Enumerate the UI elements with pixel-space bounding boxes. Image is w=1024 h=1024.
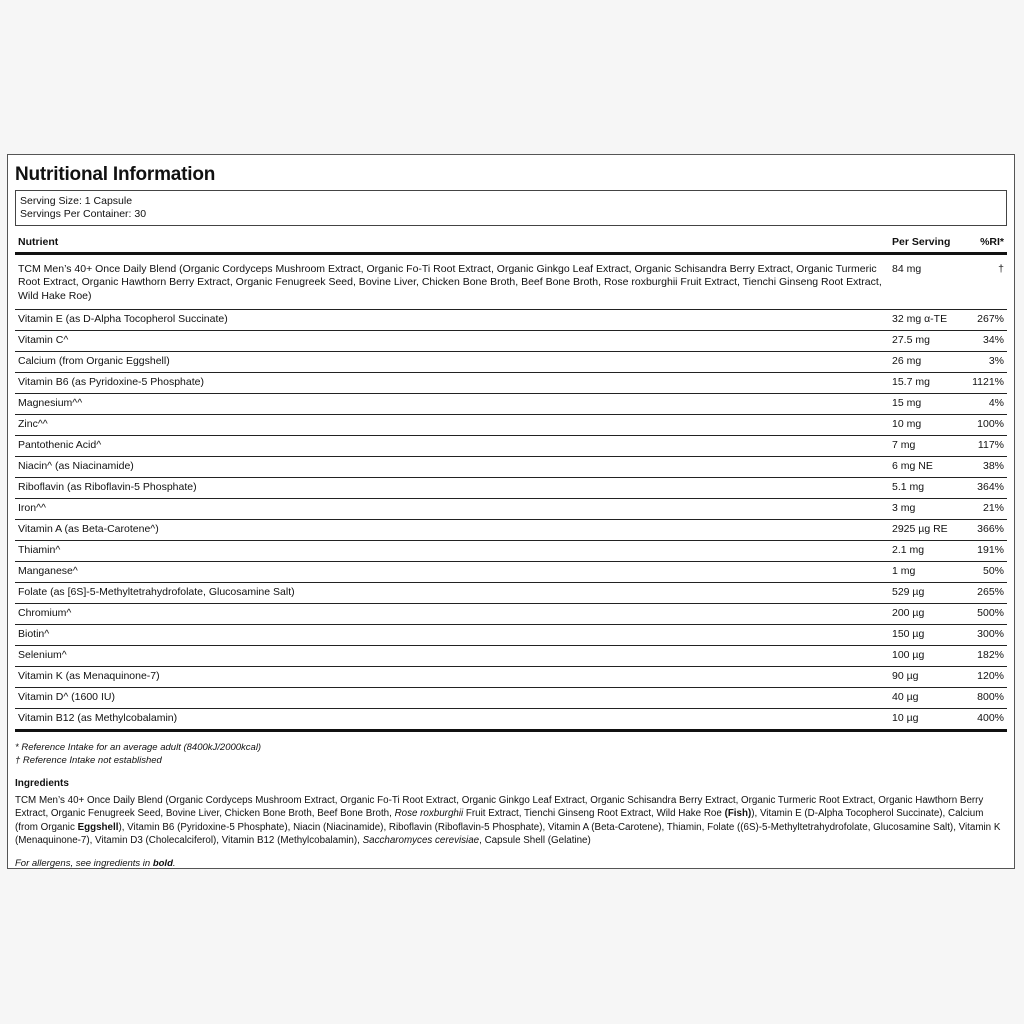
ri-value: 117% (965, 435, 1007, 456)
ri-value: 38% (965, 456, 1007, 477)
per-serving-value: 529 µg (889, 582, 965, 603)
ri-value: 366% (965, 519, 1007, 540)
ingredients-segment: ), Vitamin E (D-Alpha Tocopherol Succinate), Calcium (from Organic (15, 808, 984, 833)
per-serving-value: 3 mg (889, 498, 965, 519)
serving-size: Serving Size: 1 Capsule (20, 195, 133, 207)
table-row (15, 561, 1007, 582)
allergen-note-bold: bold (152, 857, 173, 869)
per-serving-value: 27.5 mg (889, 330, 965, 351)
ingredients-segment: Eggshell (77, 821, 119, 833)
table-row (15, 309, 1007, 330)
table-row (15, 435, 1007, 456)
ri-value: 1121% (965, 372, 1007, 393)
nutrition-table (15, 232, 1007, 732)
per-serving-value: 90 µg (889, 666, 965, 687)
table-row (15, 254, 1007, 310)
ri-value: 21% (965, 498, 1007, 519)
nutrient-name: Vitamin A (as Beta-Carotene^) (15, 519, 889, 540)
per-serving-value: 2.1 mg (889, 540, 965, 561)
nutrient-name: Selenium^ (15, 645, 889, 666)
nutrient-name: Riboflavin (as Riboflavin-5 Phosphate) (15, 477, 889, 498)
table-row (15, 414, 1007, 435)
ri-value: 400% (965, 708, 1007, 730)
ri-value: 50% (965, 561, 1007, 582)
table-row (15, 477, 1007, 498)
table-row (15, 393, 1007, 414)
per-serving-value: 10 µg (889, 708, 965, 730)
per-serving-value: 150 µg (889, 624, 965, 645)
per-serving-value: 84 mg (889, 254, 965, 310)
per-serving-value: 10 mg (889, 414, 965, 435)
ri-value: 182% (965, 645, 1007, 666)
nutrient-name: Folate (as [6S]-5-Methyltetrahydrofolate, Glucosamine Salt) (15, 582, 889, 603)
table-row (15, 372, 1007, 393)
nutrient-name: Vitamin D^ (1600 IU) (15, 687, 889, 708)
ri-value: 120% (965, 666, 1007, 687)
nutrient-name: TCM Men’s 40+ Once Daily Blend (Organic Cordyceps Mushroom Extract, Organic Fo-Ti Root Extract, Organic Ginkgo Leaf Extract, Organic Schisandra Berry Extract, Organic Turmeric Root Extract, Organic Hawthorn Berry Extract, Organic Fenugreek Seed, Bovine Liver, Chicken Bone Broth, Beef Bone Broth, Rose roxburghii Fruit Extract, Tienchi Ginseng Root Extract, Wild Hake Roe) (15, 254, 889, 310)
table-row (15, 330, 1007, 351)
ri-value: 300% (965, 624, 1007, 645)
per-serving-value: 1 mg (889, 561, 965, 582)
ri-value: 3% (965, 351, 1007, 372)
table-row (15, 666, 1007, 687)
header-nutrient: Nutrient (15, 232, 889, 254)
footnote-reference-intake: * Reference Intake for an average adult (8400kJ/2000kcal) (15, 741, 262, 753)
per-serving-value: 100 µg (889, 645, 965, 666)
ri-value: 364% (965, 477, 1007, 498)
nutrient-name: Biotin^ (15, 624, 889, 645)
nutrient-name: Pantothenic Acid^ (15, 435, 889, 456)
nutrient-name: Vitamin B12 (as Methylcobalamin) (15, 708, 889, 730)
per-serving-value: 200 µg (889, 603, 965, 624)
ingredients-segment: Saccharomyces cerevisiae (362, 835, 480, 847)
per-serving-value: 32 mg α-TE (889, 309, 965, 330)
footnote-not-established: † Reference Intake not established (15, 754, 162, 766)
ri-value: 100% (965, 414, 1007, 435)
table-body (15, 254, 1007, 731)
table-row (15, 540, 1007, 561)
nutrient-name: Niacin^ (as Niacinamide) (15, 456, 889, 477)
table-row (15, 645, 1007, 666)
table-header-row (15, 232, 1007, 254)
table-row (15, 456, 1007, 477)
table-row (15, 351, 1007, 372)
table-row (15, 624, 1007, 645)
ingredients-segment: Rose roxburghii (394, 808, 464, 820)
ri-value: † (965, 254, 1007, 310)
per-serving-value: 26 mg (889, 351, 965, 372)
servings-per-container: Servings Per Container: 30 (20, 208, 147, 220)
ingredients-segment: (Fish) (724, 808, 752, 820)
per-serving-value: 6 mg NE (889, 456, 965, 477)
ri-value: 267% (965, 309, 1007, 330)
table-row (15, 582, 1007, 603)
header-ri: %RI* (965, 232, 1007, 254)
nutrient-name: Thiamin^ (15, 540, 889, 561)
panel-title: Nutritional Information (15, 164, 216, 185)
ingredients-text (15, 794, 1007, 848)
per-serving-value: 5.1 mg (889, 477, 965, 498)
ingredients-segment: Fruit Extract, Tienchi Ginseng Root Extract, Wild Hake Roe (463, 808, 725, 820)
allergen-note (15, 857, 1007, 870)
allergen-note-suffix: . (172, 857, 176, 869)
nutrient-name: Vitamin C^ (15, 330, 889, 351)
table-row (15, 708, 1007, 730)
table-row (15, 498, 1007, 519)
nutrition-panel (7, 154, 1015, 869)
nutrient-name: Magnesium^^ (15, 393, 889, 414)
ri-value: 4% (965, 393, 1007, 414)
per-serving-value: 15 mg (889, 393, 965, 414)
nutrient-name: Vitamin E (as D-Alpha Tocopherol Succinate) (15, 309, 889, 330)
ri-value: 191% (965, 540, 1007, 561)
table-row (15, 519, 1007, 540)
ingredients-segment: TCM Men’s 40+ Once Daily Blend (Organic Cordyceps Mushroom Extract, Organic Fo-Ti Root Extract, Organic Ginkgo Leaf Extract, Organic Schisandra Berry Extract, Organic Turmeric Root Extract, Organic Hawthorn Berry Extract, Organic Fenugreek Seed, Bovine Liver, Chicken Bone Broth, Beef Bone Broth, (15, 794, 984, 820)
table-row (15, 687, 1007, 708)
ingredients-title: Ingredients (15, 777, 69, 789)
nutrient-name: Manganese^ (15, 561, 889, 582)
ri-value: 800% (965, 687, 1007, 708)
per-serving-value: 40 µg (889, 687, 965, 708)
per-serving-value: 7 mg (889, 435, 965, 456)
allergen-note-prefix: For allergens, see ingredients in (15, 857, 153, 869)
nutrient-name: Zinc^^ (15, 414, 889, 435)
nutrient-name: Calcium (from Organic Eggshell) (15, 351, 889, 372)
per-serving-value: 15.7 mg (889, 372, 965, 393)
nutrient-name: Vitamin K (as Menaquinone-7) (15, 666, 889, 687)
ri-value: 265% (965, 582, 1007, 603)
nutrient-name: Vitamin B6 (as Pyridoxine-5 Phosphate) (15, 372, 889, 393)
serving-info-box (15, 190, 1007, 226)
table-row (15, 603, 1007, 624)
header-per-serving: Per Serving (889, 232, 965, 254)
ingredients-segment: ), Vitamin B6 (Pyridoxine-5 Phosphate), Niacin (Niacinamide), Riboflavin (Riboflavin-5 Phosphate), Vitamin A (Beta-Carotene), Thiamin, Folate ((6S)-5-Methyltetrahydrofolate, Glucosamine Salt), Vitamin K (Menaquinone-7), Vitamin D3 (Cholecalciferol), Vitamin B12 (Methylcobalamin), (15, 821, 1001, 847)
ri-value: 34% (965, 330, 1007, 351)
ingredients-segment: , Capsule Shell (Gelatine) (479, 835, 591, 847)
ri-value: 500% (965, 603, 1007, 624)
nutrient-name: Iron^^ (15, 498, 889, 519)
nutrient-name: Chromium^ (15, 603, 889, 624)
per-serving-value: 2925 µg RE (889, 519, 965, 540)
footnotes (15, 741, 1007, 767)
